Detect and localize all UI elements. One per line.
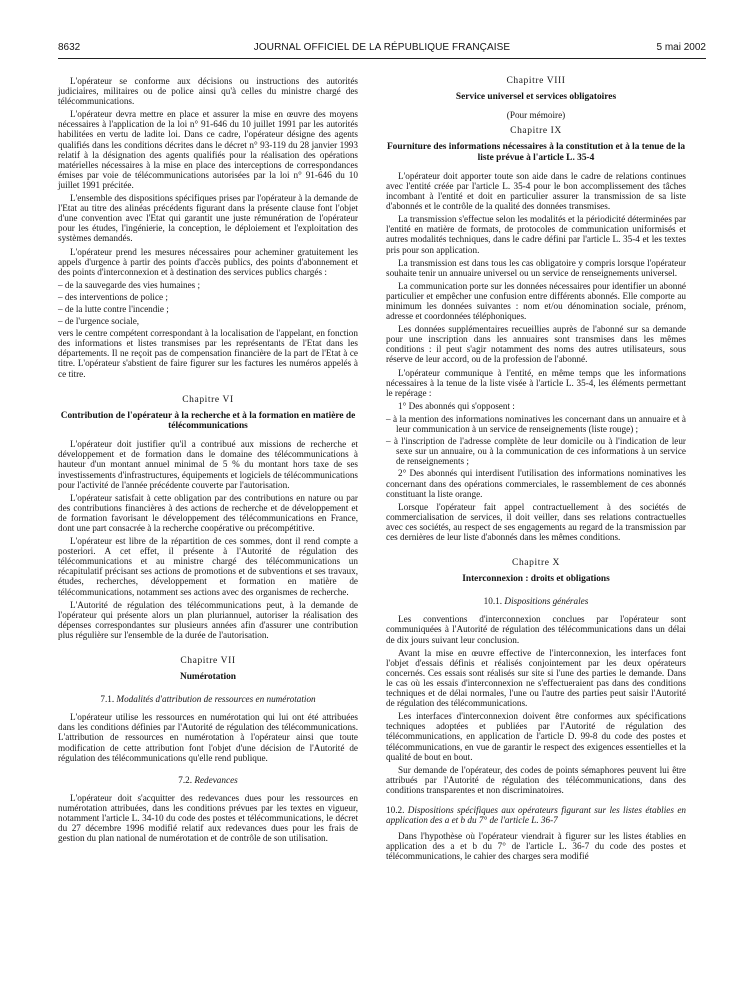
section-number: 7.2. [178,774,193,785]
paragraph: L'opérateur communique à l'entité, en même temps que les informations nécessaires à la tenue de la liste visée à l'article L. 35-4, les éléments permettant le repérage : [386,367,686,398]
section-number: 10.2. [386,804,405,815]
paragraph: L'opérateur devra mettre en place et assurer la mise en œuvre des moyens nécessaires à l'application de la loi n° 91-646 du 10 juillet 1991 par les autorités habilitées en vertu de ladite loi. Dans ce cadre, l'opérateur désigne des agents qualifiés dans les conditions décrites dans le décret n° 93-119 du 28 janvier 1993 relatif à la désignation des agents qualifiés pour la réalisation des opérations matérielles nécessaires à la mise en place des interceptions de correspondances émises par voie de télécommunications autorisées par la loi n° 91-646 du 10 juillet 1991 précitée. [58,109,358,190]
paragraph: La transmission s'effectue selon les modalités et la périodicité déterminées par l'entité en matière de formats, de protocoles de communication uniformisés et autres modalités techniques, dans le cadre défini par l'article L. 35-4 et les textes pris pour son application. [386,214,686,255]
paragraph: L'Autorité de régulation des télécommunications peut, à la demande de l'opérateur qui présente alors un plan pluriannuel, autoriser la réalisation des dépenses correspondantes sur plusieurs années afin d'assurer une contribution plus régulière sur l'ensemble de la durée de l'autorisation. [58,599,358,640]
paragraph: Les données supplémentaires recueillies auprès de l'abonné sur sa demande pour une inscription dans les annuaires sont transmises dans les mêmes conditions : il peut s'agir notamment des noms des autres utilisateurs, sous réserve de leur accord, ou de la profession de l'abonné. [386,324,686,365]
paragraph: vers le centre compétent correspondant à la localisation de l'appelant, en fonction des informations et listes transmises par les représentants de l'Etat dans les départements. Il ne reçoit pas de compensation financière de la part de l'Etat à ce titre. L'opérateur s'abstient de faire figurer sur les factures les numéros appelés à ce titre. [58,328,358,379]
section-number: 10.1. [483,596,503,607]
chapter-6-title: Contribution de l'opérateur à la recherche et à la formation en matière de télécommunications [60,410,356,431]
chapter-10-label: Chapitre X [512,558,560,569]
paragraph: L'opérateur se conforme aux décisions ou instructions des autorités judiciaires, militaires ou de police ainsi qu'à celles du ministre chargé des télécommunications. [58,76,358,107]
paragraph: L'opérateur est libre de la répartition de ces sommes, dont il rend compte a posteriori. A cet effet, il présente à l'Autorité de régulation des télécommunications et au ministre chargé des télécommunications un récapitulatif précisant ses actions de promotions et de subventions et ses travaux, études, recherches, développement et formation en matière de télécommunications, notamment ses actions avec des organismes de recherche. [58,536,358,597]
paragraph: Les interfaces d'interconnexion doivent être conformes aux spécifications techniques adoptées et publiées par l'Autorité de régulation des télécommunications, en application de l'article D. 99-8 du code des postes et télécommunications, en vue de garantir le respect des exigences essentielles et la qualité de bout en bout. [386,711,686,762]
chapter-8-note: (Pour mémoire) [506,110,566,121]
chapter-9-label: Chapitre IX [510,126,562,137]
list-item: – à la mention des informations nominatives les concernant dans un annuaire et à leur communication à un service de renseignements (liste rouge) ; [386,413,686,435]
chapter-9-title: Fourniture des informations nécessaires à la constitution et à la tenue de la liste prévue à l'article L. 35-4 [386,142,686,163]
section-title: Modalités d'attribution de ressources en numérotation [116,694,316,705]
section-title: Redevances [194,774,238,785]
section-number: 7.1. [100,694,115,705]
list-item: – de la lutte contre l'incendie ; [58,303,169,314]
list-item: – de l'urgence sociale, [58,316,140,327]
paragraph: L'opérateur utilise les ressources en numérotation qui lui ont été attribuées dans les conditions définies par l'Autorité de régulation des télécommunications. L'attribution de ressources en numérotation à l'opérateur ainsi que toute modification de cette attribution font l'objet d'une décision de l'Autorité de régulation des télécommunications qu'elle rend publique. [58,712,358,763]
page-number: 8632 [58,42,81,53]
paragraph: Dans l'hypothèse où l'opérateur viendrait à figurer sur les listes établies en application des a et b du 7° de l'article L. 36-7 du code des postes et télécommunications, le cahier des charges sera modifié [386,831,686,862]
paragraph: L'opérateur doit justifier qu'il a contribué aux missions de recherche et développement et de formation dans le domaine des télécommunications à hauteur d'un montant annuel minimal de 5 % du montant hors taxe de ses investissements d'infrastructures, équipements et logiciels de télécommunications pour l'activité de l'année précédente couverte par l'autorisation. [58,439,358,490]
chapter-8-title: Service universel et services obligatoires [455,92,617,102]
paragraph: L'ensemble des dispositions spécifiques prises par l'opérateur à la demande de l'Etat au titre des alinéas précédents figurant dans la présente clause font l'objet d'une convention avec l'Etat qui garantit une juste rémunération de l'opérateur pour les études, l'ingénierie, la conception, le déploiement et l'exploitation des systèmes demandés. [58,193,358,244]
paragraph: Lorsque l'opérateur fait appel contractuellement à des sociétés de commercialisation de services, il doit veiller, dans ses relations contractuelles avec ces sociétés, au respect de ses engagements au regard de la transmission par ces dernières de leur liste d'abonnés dans les mêmes conditions. [386,501,686,542]
chapter-6-label: Chapitre VI [182,394,234,405]
chapter-8-label: Chapitre VIII [506,76,566,86]
page-header [58,40,706,59]
paragraph: 1° Des abonnés qui s'opposent : [398,400,515,411]
section-10-1-heading [386,596,686,606]
chapter-10-title: Interconnexion : droits et obligations [462,574,610,585]
section-7-2-heading [58,775,358,785]
paragraph: 2° Des abonnés qui interdisent l'utilisation des informations nominatives les concernant dans des opérations commerciales, le rassemblement de ces abonnés constituant la liste orange. [386,468,686,499]
journal-title: JOURNAL OFFICIEL DE LA RÉPUBLIQUE FRANÇAISE [253,42,511,53]
section-title: Dispositions générales [504,596,589,607]
list-item: – des interventions de police ; [58,291,168,302]
right-column [386,76,686,864]
issue-date: 5 mai 2002 [656,42,706,53]
paragraph: La communication porte sur les données nécessaires pour identifier un abonné particulier et empêcher une confusion entre différents abonnés. Elle comporte au minimum les données suivantes : nom et/ou dénomination sociale, prénom, adresse et coordonnées téléphoniques. [386,280,686,322]
paragraph: Sur demande de l'opérateur, des codes de points sémaphores peuvent lui être attribués par l'Autorité de régulation des télécommunications, dans des conditions transparentes et non discriminatoires. [386,764,686,795]
list-item: – de la sauvegarde des vies humaines ; [58,279,201,290]
paragraph: La transmission est dans tous les cas obligatoire y compris lorsque l'opérateur souhaite tenir un annuaire universel ou un service de renseignements universel. [386,257,686,278]
chapter-7-label: Chapitre VII [180,656,236,666]
paragraph: L'opérateur doit s'acquitter des redevances dues pour les ressources en numérotation attribuées, dans les conditions prévues par les textes en vigueur, notamment l'article L. 34-10 du code des postes et télécommunications, le décret du 27 décembre 1996 modifié relatif aux redevances dues pour les frais de gestion du plan national de numérotation et de contrôle de son utilisation. [58,792,358,844]
section-title: Dispositions spécifiques aux opérateurs figurant sur les listes établies en application des a et b du 7° de l'article L. 36-7 [386,804,687,826]
paragraph: L'opérateur doit apporter toute son aide dans le cadre de relations continues avec l'entité créée par l'article L. 35-4 pour le bon accomplissement des tâches incombant à l'entité et doit en particulier assurer la transmission de sa liste d'abonnés et le contrôle de la qualité des données transmises. [386,170,686,212]
list-item: – à l'inscription de l'adresse complète de leur domicile ou à l'indication de leur sexe sur un annuaire, ou à la communication de ces informations à un service de renseignements ; [386,436,686,467]
paragraph: Avant la mise en œuvre effective de l'interconnexion, les interfaces font l'objet d'essais définis et réalisés conjointement par les deux opérateurs concernés. Ces essais sont réalisés sur site si l'une des parties le demande. Dans le cas où les essais d'interconnexion ne s'effectueraient pas dans des conditions techniques et de délai normales, l'une ou l'autre des parties peut saisir l'Autorité de régulation des télécommunications. [386,647,686,709]
section-10-2-heading [386,805,686,825]
chapter-7-title: Numérotation [179,672,237,682]
paragraph: L'opérateur satisfait à cette obligation par des contributions en nature ou par des contributions financières à des actions de recherche et de développement et de formation favorisant le développement des télécommunications en France, dont une part consacrée à la recherche coopérative ou précompétitive. [58,492,358,533]
section-7-1-heading [58,694,358,704]
left-column [58,76,358,846]
paragraph: L'opérateur prend les mesures nécessaires pour acheminer gratuitement les appels d'urgence à partir des points d'accès publics, des points d'abonnement et des points d'interconnexion et à destination des services publics chargés : [58,246,358,277]
paragraph: Les conventions d'interconnexion conclues par l'opérateur sont communiquées à l'Autorité de régulation des télécommunications dans un délai de dix jours suivant leur conclusion. [386,614,686,645]
